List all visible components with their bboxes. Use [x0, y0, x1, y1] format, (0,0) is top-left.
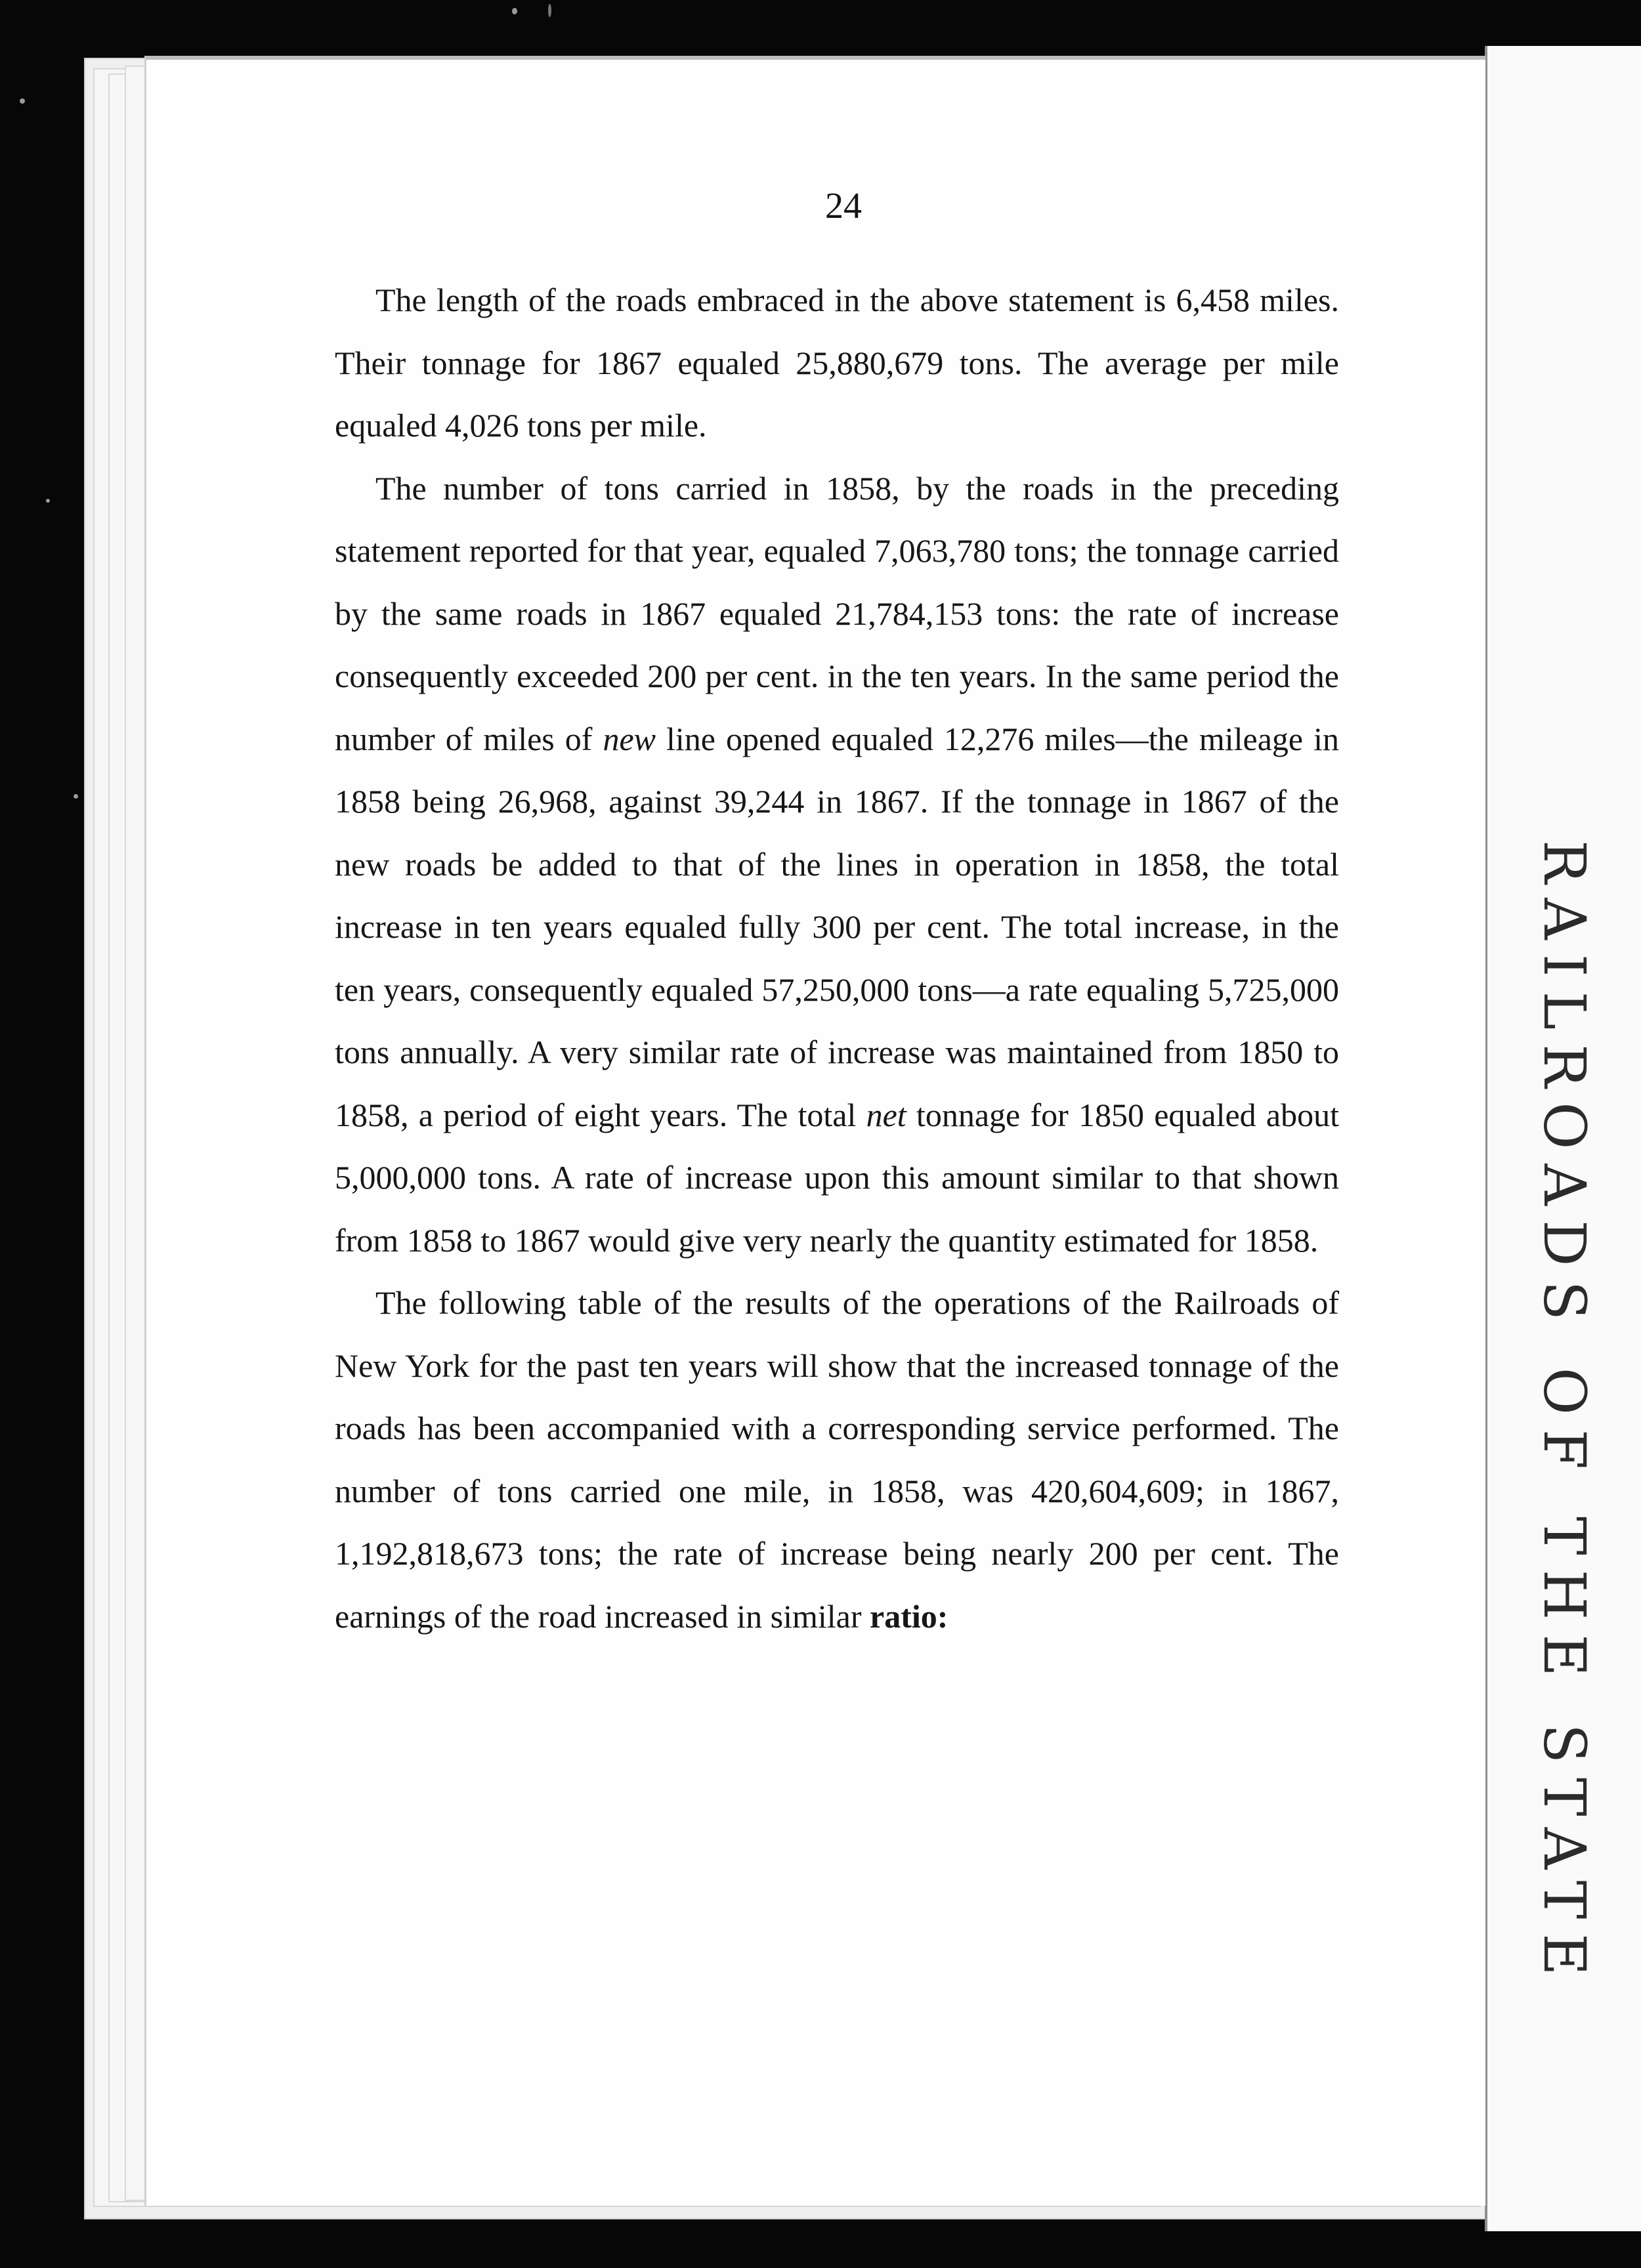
scan-dust [46, 499, 50, 503]
body-text [335, 269, 1339, 1648]
scan-dust [512, 8, 517, 14]
paragraph [335, 457, 1339, 1272]
text-segment: The following table of the results of the operations of the Railroads of New York for the past ten years will show that the increased tonnage of the roads has been accompanied with a corresponding service performed. The number of tons carried one mile, in 1858, was 420,604,609; in 1867, 1,192,818,673 tons; the rate of increase being nearly 200 per cent. The earnings of the road increased in similar [335, 1284, 1339, 1635]
text-segment: The number of tons carried in 1858, by the roads in the preceding statement reported for that year, equaled 7,063,780 tons; the tonnage carried by the same roads in 1867 equaled 21,784,153 tons: the rate of increase consequently exceeded 200 per cent. in the ten years. In the same period the number of miles of [335, 469, 1339, 757]
paragraph [335, 1272, 1339, 1648]
text-segment: line opened equaled 12,276 miles—the mileage in 1858 being 26,968, against 39,244 in 1867. If the tonnage in 1867 of the new roads be added to that of the lines in operation in 1858, the total increase in ten years equaled fully 300 per cent. The total increase, in the ten years, consequently equaled 57,250,000 tons—a rate equaling 5,725,000 tons annually. A very similar rate of increase was maintained from 1850 to 1858, a period of eight years. The total [335, 720, 1339, 1133]
paragraph-tail: ratio: [870, 1597, 948, 1635]
scan-dust [20, 98, 25, 104]
page-number: 24 [825, 186, 862, 226]
text-segment: The length of the roads embraced in the above statement is 6,458 miles. Their tonnage for 1867 equaled 25,880,679 tons. The average per mile equaled 4,026 tons per mile. [335, 282, 1339, 444]
italic-word: new [603, 720, 656, 757]
italic-word: net [866, 1096, 906, 1133]
scan-dust [548, 4, 551, 17]
text-segment: tonnage for 1850 equaled about 5,000,000 tons. A rate of increase upon this amount similar to that shown from 1858 to 1867 would give very nearly the quantity estimated for 1858. [335, 1096, 1339, 1259]
paragraph [335, 269, 1339, 457]
scan-dust [74, 794, 78, 799]
facing-page-running-head: RAILROADS OF THE STATE [1531, 840, 1598, 1990]
